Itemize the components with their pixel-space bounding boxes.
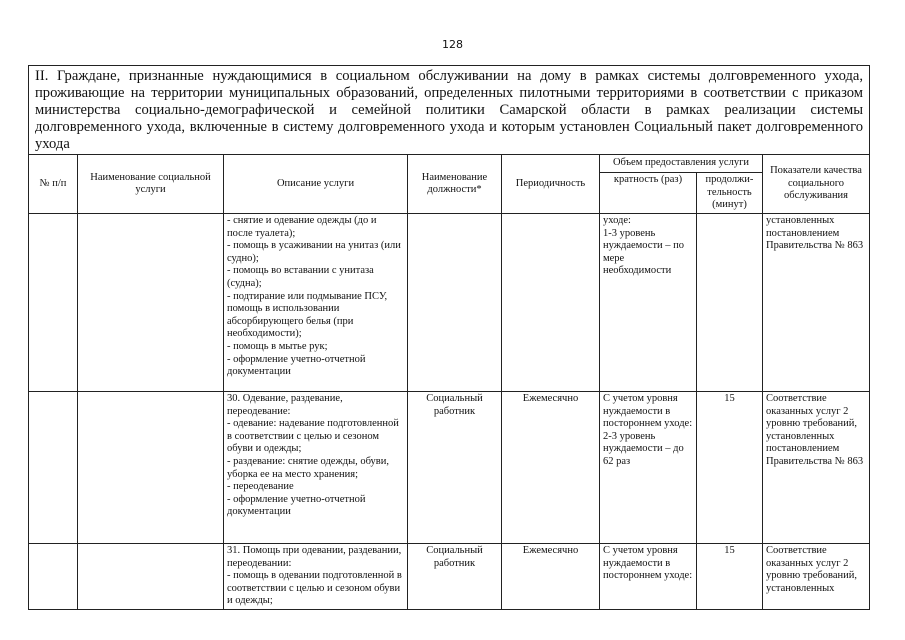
row-position: Социальный работник <box>408 392 502 544</box>
row-periodicity <box>502 214 600 392</box>
row-num <box>29 392 78 544</box>
section-title: II. Граждане, признанные нуждающимися в социальном обслуживании на дому в рамках системы долговременного ухода, проживающие на территории муниципальных образований, определенных пилотными территориями в соответствии с приказом министерства социально-демографической и семейной политики Самарской области в рамках реализации системы долговременного ухода, включенные в систему долговременного ухода и которым установлен Социальный пакет долговременного ухода <box>29 66 870 155</box>
page-number: 128 <box>442 38 463 51</box>
header-description: Описание услуги <box>224 155 408 214</box>
header-num: № п/п <box>29 155 78 214</box>
row-num <box>29 214 78 392</box>
row-frequency: С учетом уровня нуждаемости в постороннем уходе: 2-3 уровень нуждаемости – до 62 раз <box>600 392 697 544</box>
services-table <box>28 65 870 610</box>
row-position: Социальный работник <box>408 544 502 610</box>
row-description: 31. Помощь при одевании, раздевании, переодевании: - помощь в одевании подготовленной в соответствии с целью и сезоном обуви и одежды; <box>224 544 408 610</box>
row-position <box>408 214 502 392</box>
row-periodicity: Ежемесячно <box>502 544 600 610</box>
row-frequency: С учетом уровня нуждаемости в постороннем уходе: <box>600 544 697 610</box>
row-duration <box>697 214 763 392</box>
row-name <box>78 544 224 610</box>
row-name <box>78 392 224 544</box>
row-description: - снятие и одевание одежды (до и после туалета); - помощь в усаживании на унитаз (или судно); - помощь во вставании с унитаза (судна); - подтирание или подмывание ПСУ, помощь в использовании абсорбирующего белья (при необходимости); - помощь в мытье рук; - оформление учетно-отчетной документации <box>224 214 408 392</box>
header-frequency: кратность (раз) <box>600 173 697 214</box>
header-name: Наименование социальной услуги <box>78 155 224 214</box>
table-row <box>29 214 870 392</box>
header-position: Наименование должности* <box>408 155 502 214</box>
header-duration: продолжи-тельность (минут) <box>697 173 763 214</box>
row-frequency: уходе: 1-3 уровень нуждаемости – по мере необходимости <box>600 214 697 392</box>
row-duration: 15 <box>697 392 763 544</box>
table-row <box>29 544 870 610</box>
header-quality: Показатели качества социального обслуживания <box>763 155 870 214</box>
header-volume: Объем предоставления услуги <box>600 155 763 173</box>
table-row <box>29 392 870 544</box>
row-num <box>29 544 78 610</box>
row-quality: Соответствие оказанных услуг 2 уровню требований, установленных постановлением Правительства № 863 <box>763 392 870 544</box>
row-periodicity: Ежемесячно <box>502 392 600 544</box>
row-name <box>78 214 224 392</box>
row-quality: установленных постановлением Правительства № 863 <box>763 214 870 392</box>
row-description: 30. Одевание, раздевание, переодевание: - одевание: надевание подготовленной в соответствии с целью и сезоном обуви и одежды; - раздевание: снятие одежды, обуви, уборка ее на место хранения; - переодевание - оформление учетно-отчетной документации <box>224 392 408 544</box>
header-periodicity: Периодичность <box>502 155 600 214</box>
row-duration: 15 <box>697 544 763 610</box>
row-quality: Соответствие оказанных услуг 2 уровню требований, установленных <box>763 544 870 610</box>
